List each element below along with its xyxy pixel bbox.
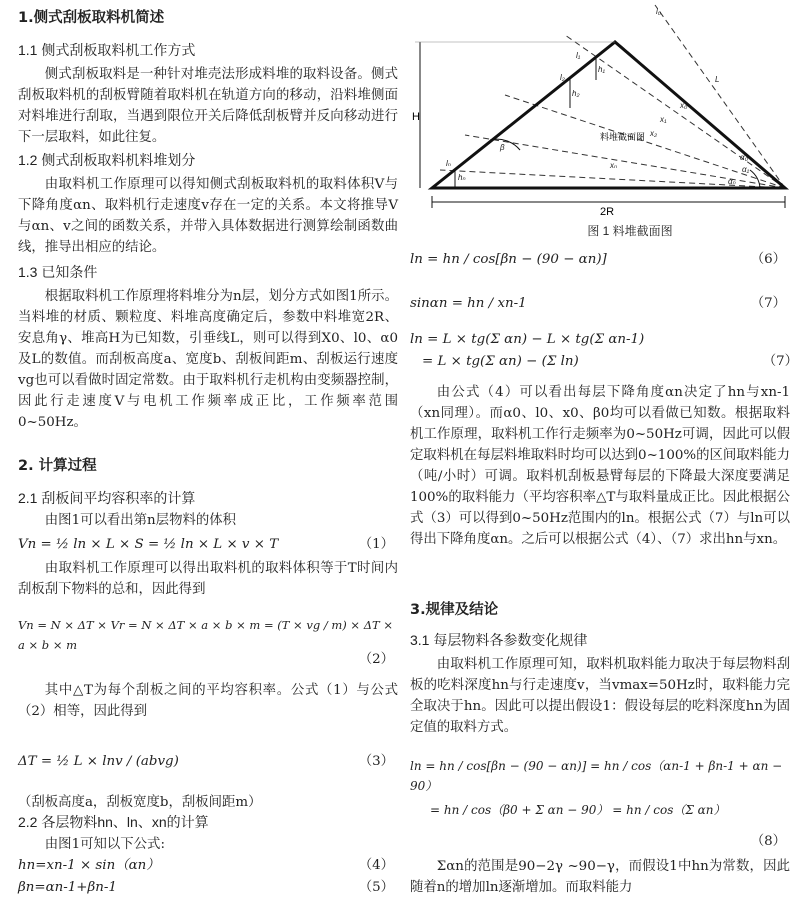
paragraph-2-4: （刮板高度a，刮板宽度b，刮板间距m） xyxy=(18,795,262,810)
paragraph-2-1: 由图1可以看出第n层物料的体积 xyxy=(44,513,237,528)
svg-text:α₀: α₀ xyxy=(740,153,748,162)
paragraph-2-5: 由图1可知以下公式: xyxy=(44,837,165,852)
paragraph-1-3: 根据取料机工作原理将料堆分为n层，划分方式如图1所示。当料堆的材质、颗粒度、料堆高度确定后，参数中料堆宽2R、安息角γ、堆高H为已知数，引垂线L，则可以得到X0、l0、α0及L的数值。而刮板高度a、宽度b、刮板间距m、刮板运行速度vg也可以看做时固定常数。由于取料机行走机构由变频器控制，因此行走速度V与电机工作频率成正比，工作频率范围0~50Hz。 xyxy=(18,289,398,430)
subsection-3-1: 3.1 每层物料各参数变化规律 xyxy=(410,632,588,648)
svg-text:hₙ: hₙ xyxy=(458,173,466,182)
subsection-2-2: 2.2 各层物料hn、ln、xn的计算 xyxy=(18,814,209,830)
svg-text:β: β xyxy=(500,143,505,152)
svg-text:x₀: x₀ xyxy=(680,101,688,110)
svg-text:h₂: h₂ xyxy=(572,89,580,98)
section-1-heading: 1.侧式刮板取料机简述 xyxy=(18,10,165,26)
equation-8b: = hn / cos（β0 + Σ αn − 90） = hn / cos（Σ αn） xyxy=(430,803,726,817)
paper-page: 1.侧式刮板取料机简述 1.1 侧式刮板取料机工作方式 侧式刮板取料是一种针对堆売法形成料堆的取料设备。侧式刮板取料机的刮板臂随着取料机在轨道方向的移动，沿料堆侧面对料堆进行刮取，当遇到限位开关后降低刮板臂并反向移动进行下一层取料，如此往复。 1.2 侧式刮板取料机料堆划分 由取料机工作原理可以得知侧式刮板取料机的取料体积V与下降角度αn、取料机行走速度v存在一定的关系。本文将推导V与αn、v之间的函数关系，并带入具体数据进行测算绘制函数曲线，推导出相应的结论。 1.3 已知条件 根据取料机工作原理将料堆分为n层，划分方式如图1所示。当料堆的材质、颗粒度、料堆高度确定后，参数中料堆宽2R、安息角γ、堆高H为已知数，引垂线L，则可以得到X0、l0、α0及L的数值。而刮板高度a、宽度b、刮板间距m、刮板运行速度vg也可以看做时固定常数。由于取料机行走机构由变频器控制，因此行走速度V与电机工作频率成正比，工作频率范围0~50Hz。 2. 计算过程 2.1 刮板间平均容积率的计算 由图1可以看出第n层物料的体积 Vn = ½ ln × L × S = ½ ln × L × v × T （1） 由取料机工作原理可以得出取料机的取料体积等于T时间内刮板刮下物料的总和，因此得到 Vn = N × ΔT × Vr = N × ΔT × a × b × m = (T × vg / m) × ΔT × a × b × m （2） 其中△T为每个刮板之间的平均容积率。公式（1）与公式（2）相等，因此得到 ΔT = ½ L × lnv / (abvg) （3） （刮板高度a，刮板宽度b，刮板间距m） 2.2 各层物料hn、ln、xn的计算 由图1可知以下公式: hn=xn-1 × sin（αn） （4） βn=αn-1+βn-1 （5） 2R H l₀ l₁ l₂ h₁ h₂ lₙ hₙ β L x₀ x₁ x₂ xₙ α₀ α₁ αₙ 料堆截面图 图 1 料堆截面图 ln = hn / cos[βn − (90 − αn)] （6） sinαn = hn / xn-1 （7） ln = L × tg(Σ αn) − L × tg(Σ αn-1) = L × tg(Σ αn) − (Σ ln) （7） 由公式（4）可以看出每层下降角度αn决定了hn与xn-1（xn同理）。而α0、l0、x0、β0均可以看做已知数。根据取料机工作原理，取料机工作行走频率为0~50Hz可调，因此可以假定取料机在每层料堆取料时均可以达到0~100%的区间取料能力（吨/小时）可调。取料机刮板悬臂每层的下降最大深度要满足100%的取料能力（平均容积率△T与取料量成正比。因此根据公式（3）可以得到0~50Hz范围内的ln。根据公式（7）与ln可以得出下降角度αn。之后可以根据公式（4）、（7）求出hn与xn。 3.规律及结论 3.1 每层物料各参数变化规律 由取料机工作原理可知，取料机取料能力取决于每层物料刮板的吃料深度hn与行走速度v，当vmax=50Hz时，取料能力完全取决于hn。因此可以提出假设1：假设每层的吃料深度hn为固定值的取料方式。 ln = hn / cos[βn − (90 − αn)] = hn / cos（αn-1 + βn-1 + αn − 90） = hn / cos（β0 + Σ αn − 90） = hn / cos（Σ αn） （8） Σαn的范围是90−2γ ~90−γ，而假设1中hn为常数，因此随着n的增加ln逐渐增加。而取料能力 xyxy=(0,0,800,905)
svg-text:l₂: l₂ xyxy=(560,73,565,82)
equation-7c: = L × tg(Σ αn) − (Σ ln) （7） xyxy=(422,354,798,369)
paragraph-1-2: 由取料机工作原理可以得知侧式刮板取料机的取料体积V与下降角度αn、取料机行走速度v存在一定的关系。本文将推导V与αn、v之间的函数关系，并带入具体数据进行测算绘制函数曲线，推导出相应的结论。 xyxy=(18,177,398,255)
svg-text:αₙ: αₙ xyxy=(728,177,736,186)
equation-8a: ln = hn / cos[βn − (90 − αn)] = hn / cos（αn-1 + βn-1 + αn − 90） xyxy=(410,759,783,793)
equation-7b: ln = L × tg(Σ αn) − L × tg(Σ αn-1) xyxy=(410,332,645,347)
svg-text:lₙ: lₙ xyxy=(446,159,451,168)
subsection-1-1: 1.1 侧式刮板取料机工作方式 xyxy=(18,42,196,58)
paragraph-2-2: 由取料机工作原理可以得出取料机的取料体积等于T时间内刮板刮下物料的总和，因此得到 xyxy=(18,561,398,597)
subsection-1-2: 1.2 侧式刮板取料机料堆划分 xyxy=(18,152,196,168)
paragraph-r-3: Σαn的范围是90−2γ ~90−γ，而假设1中hn为常数，因此随着n的增加ln逐渐增加。而取料能力 xyxy=(410,859,790,895)
equation-6: ln = hn / cos[βn − (90 − αn)] （6） xyxy=(410,252,786,267)
subsection-1-3: 1.3 已知条件 xyxy=(18,264,98,280)
paragraph-r-1: 由公式（4）可以看出每层下降角度αn决定了hn与xn-1（xn同理）。而α0、l0、x0、β0均可以看做已知数。根据取料机工作原理，取料机工作行走频率为0~50Hz可调，因此可以假定取料机在每层料堆取料时均可以达到0~100%的区间取料能力（吨/小时）可调。取料机刮板悬臂每层的下降最大深度要满足100%的取料能力（平均容积率△T与取料量成正比。因此根据公式（3）可以得到0~50Hz范围内的ln。根据公式（7）与ln可以得出下降角度αn。之后可以根据公式（4）、（7）求出hn与xn。 xyxy=(410,385,790,547)
equation-5: βn=αn-1+βn-1 （5） xyxy=(18,880,394,895)
height-label: H xyxy=(412,111,420,123)
svg-text:x₁: x₁ xyxy=(660,115,667,124)
paragraph-r-2: 由取料机工作原理可知，取料机取料能力取决于每层物料刮板的吃料深度hn与行走速度v，当vmax=50Hz时，取料能力完全取决于hn。因此可以提出假设1：假设每层的吃料深度hn为固定值的取料方式。 xyxy=(410,657,790,735)
svg-text:α₁: α₁ xyxy=(742,165,750,174)
svg-text:l₁: l₁ xyxy=(576,51,581,60)
subsection-2-1: 2.1 刮板间平均容积率的计算 xyxy=(18,490,196,506)
center-label: 料堆截面图 xyxy=(600,132,646,142)
paragraph-2-3: 其中△T为每个刮板之间的平均容积率。公式（1）与公式（2）相等，因此得到 xyxy=(18,683,398,719)
equation-4: hn=xn-1 × sin（αn） （4） xyxy=(18,858,394,873)
svg-text:xₙ: xₙ xyxy=(610,161,618,170)
equation-1: Vn = ½ ln × L × S = ½ ln × L × v × T （1） xyxy=(18,537,394,552)
equation-2: Vn = N × ΔT × Vr = N × ΔT × a × b × m = (T × vg / m) × ΔT × a × b × m xyxy=(18,618,393,652)
equation-3: ΔT = ½ L × lnv / (abvg) （3） xyxy=(18,754,394,769)
section-2-heading: 2. 计算过程 xyxy=(18,458,97,474)
paragraph-1-1: 侧式刮板取料是一种针对堆売法形成料堆的取料设备。侧式刮板取料机的刮板臂随着取料机在轨道方向的移动，沿料堆侧面对料堆进行刮取，当遇到限位开关后降低刮板臂并反向移动进行下一层取料，如此往复。 xyxy=(18,67,398,145)
figure-caption: 图 1 料堆截面图 xyxy=(587,224,673,238)
width-label: 2R xyxy=(600,206,615,218)
svg-text:x₂: x₂ xyxy=(650,129,658,138)
svg-text:L: L xyxy=(715,75,720,84)
equation-7a: sinαn = hn / xn-1 （7） xyxy=(410,296,786,311)
svg-text:l₀: l₀ xyxy=(656,7,662,16)
pile-outline xyxy=(432,42,785,188)
stockpile-cross-section-figure xyxy=(410,0,790,220)
section-3-heading: 3.规律及结论 xyxy=(410,602,499,618)
svg-text:h₁: h₁ xyxy=(598,65,605,74)
